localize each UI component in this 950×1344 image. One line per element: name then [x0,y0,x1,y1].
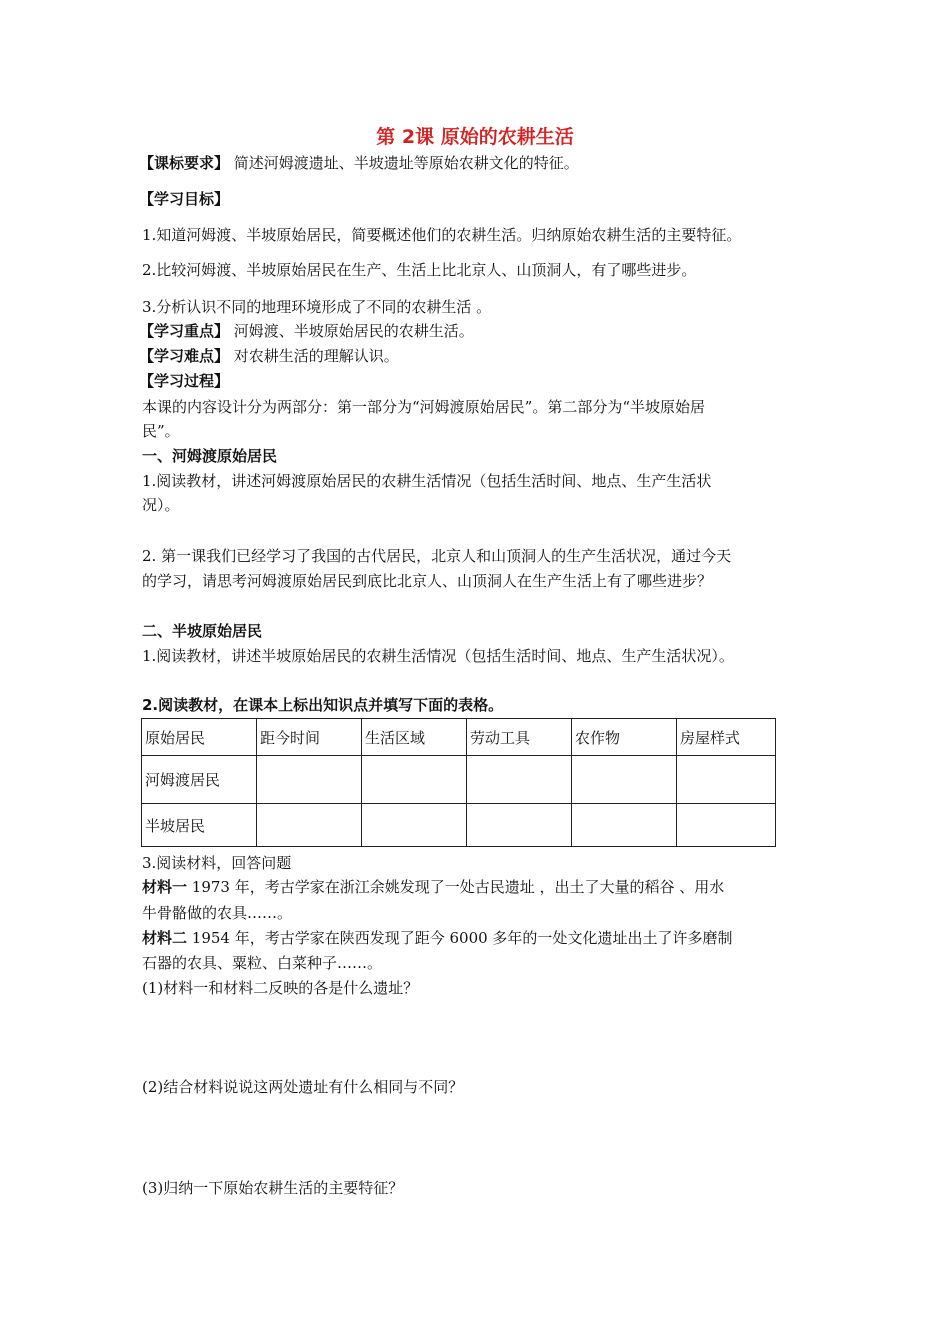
table-header-cell: 距今时间 [257,719,362,756]
table-cell [257,756,362,804]
curriculum-requirement [139,152,579,174]
key-point-text: 河姆渡、半坡原始居民的农耕生活。 [229,322,474,340]
material-2-label: 材料二 [142,929,188,947]
key-point-label: 【学习重点】 [139,322,230,340]
objectives-heading: 【学习目标】 [139,190,230,208]
objective-item-2: 2.比较河姆渡、半坡原始居民在生产、生活上比北京人、山顶洞人，有了哪些进步。 [142,261,697,279]
material-1-line1 [142,876,724,898]
table-row [142,804,776,847]
table-cell [572,804,677,847]
sub-question-3: (3)归纳一下原始农耕生活的主要特征？ [142,1179,404,1197]
section2-q1: 1.阅读教材，讲述半坡原始居民的农耕生活情况（包括生活时间、地点、生产生活状况）。 [142,647,734,665]
table-header-cell: 生活区域 [362,719,467,756]
process-intro-line1: 本课的内容设计分为两部分：第一部分为“河姆渡原始居民”。第二部分为“半坡原始居 [142,398,706,416]
section2-heading: 二、半坡原始居民 [142,622,263,640]
table-cell [362,804,467,847]
table-cell [572,756,677,804]
table-cell: 半坡居民 [142,804,257,847]
material-1-text: 1973 年，考古学家在浙江余姚发现了一处古民遗址 ，出土了大量的稻谷 、用水 [187,878,725,896]
difficulty-label: 【学习难点】 [139,347,230,365]
material-1-label: 材料一 [142,878,188,896]
objective-item-1: 1.知道河姆渡、半坡原始居民，简要概述他们的农耕生活。归纳原始农耕生活的主要特征。 [142,226,742,244]
section1-q2-line1: 2. 第一课我们已经学习了我国的古代居民，北京人和山顶洞人的生产生活状况，通过今天 [142,547,732,565]
table-header-cell: 房屋样式 [677,719,776,756]
objective-item-3: 3.分析认识不同的地理环境形成了不同的农耕生活 。 [142,298,492,316]
sub-question-2: (2)结合材料说说这两处遗址有什么相同与不同？ [142,1078,464,1096]
difficulty [139,345,399,367]
table-cell [677,804,776,847]
settlers-table [141,718,776,847]
difficulty-text: 对农耕生活的理解认识。 [229,347,399,365]
section1-q1-line2: 况）。 [142,496,180,514]
table-cell [467,756,572,804]
table-header-cell: 原始居民 [142,719,257,756]
section2-q3: 3.阅读材料，回答问题 [142,854,292,872]
sub-question-1: (1)材料一和材料二反映的各是什么遗址？ [142,979,419,997]
section1-q2-line2: 的学习，请思考河姆渡原始居民到底比北京人、山顶洞人在生产生活上有了哪些进步？ [142,572,713,590]
page-title: 第 2课 原始的农耕生活 [376,126,574,148]
key-point [139,320,474,342]
material-2-text: 1954 年，考古学家在陕西发现了距今 6000 多年的一处文化遗址出土了许多磨制 [187,929,733,947]
material-2-line2: 石器的农具、粟粒、白菜种子……。 [142,954,383,972]
section1-heading: 一、河姆渡原始居民 [142,447,278,465]
table-header-row [142,719,776,756]
process-intro-line2: 民”。 [142,422,180,440]
table-cell [467,804,572,847]
table-cell [362,756,467,804]
section2-q2: 2.阅读教材，在课本上标出知识点并填写下面的表格。 [142,696,504,714]
section1-q1-line1: 1.阅读教材，讲述河姆渡原始居民的农耕生活情况（包括生活时间、地点、生产生活状 [142,472,712,490]
table-row [142,756,776,804]
curriculum-label: 【课标要求】 [139,154,230,172]
material-1-line2: 牛骨骼做的农具……。 [142,904,293,922]
table-cell: 河姆渡居民 [142,756,257,804]
table-header-cell: 农作物 [572,719,677,756]
material-2-line1 [142,927,732,949]
table-cell [677,756,776,804]
process-heading: 【学习过程】 [139,372,230,390]
curriculum-text: 简述河姆渡遗址、半坡遗址等原始农耕文化的特征。 [229,154,579,172]
table-cell [257,804,362,847]
table-header-cell: 劳动工具 [467,719,572,756]
